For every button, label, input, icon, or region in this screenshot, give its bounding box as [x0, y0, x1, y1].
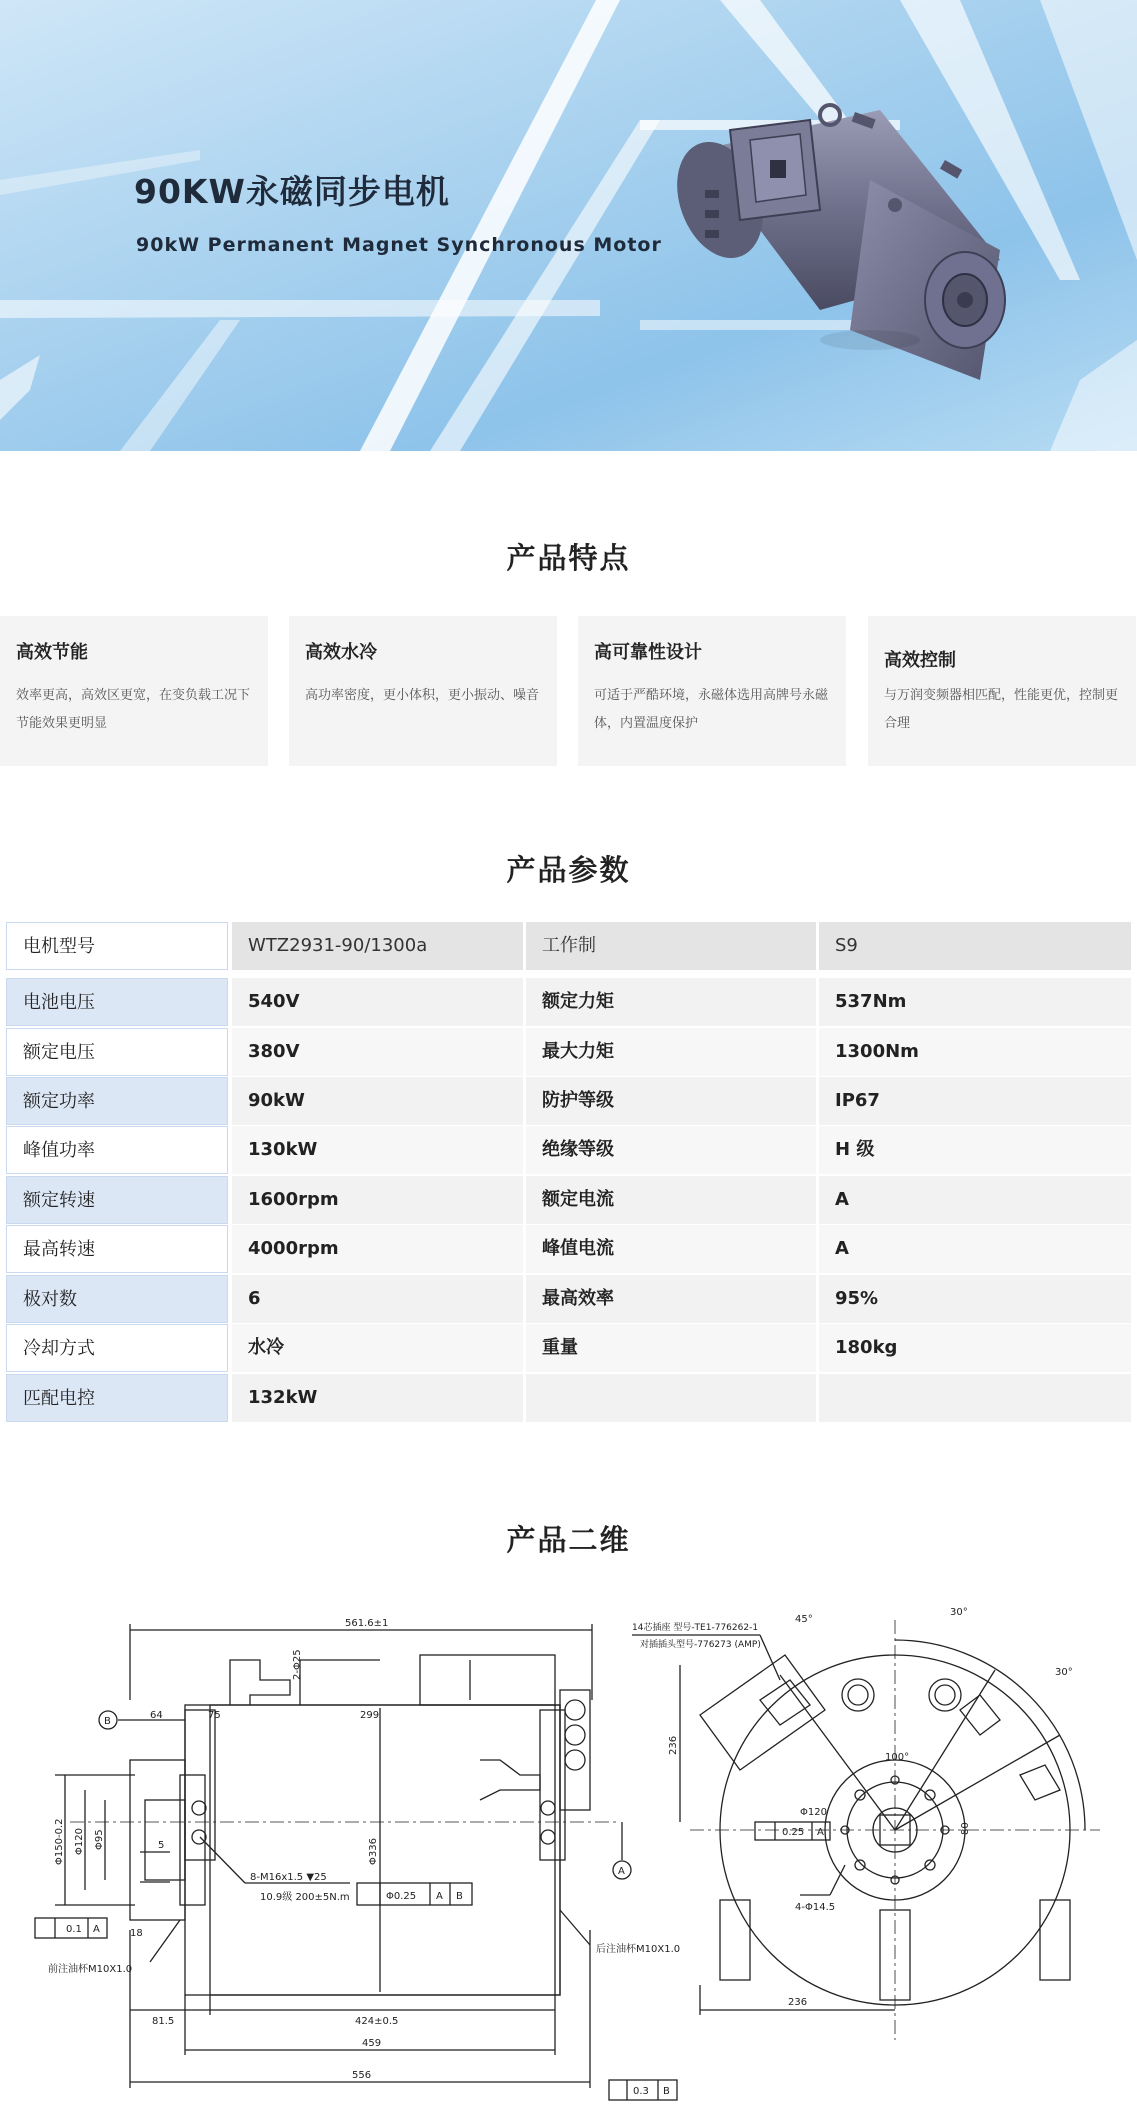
- table-row: [6, 978, 1131, 1026]
- feature-card-title: 高效节能: [16, 642, 88, 663]
- tol-ref-b: B: [456, 1891, 463, 1902]
- dim-64: 64: [150, 1710, 163, 1721]
- spec-value: A: [819, 1225, 1131, 1273]
- dim-2x25: 2-Φ25: [292, 1649, 303, 1680]
- angle-45: 45°: [795, 1614, 813, 1625]
- side-view: [35, 1624, 677, 2100]
- hero-banner: [0, 0, 1137, 451]
- spec-label: 绝缘等级: [526, 1126, 816, 1174]
- angle-30-top: 30°: [950, 1607, 968, 1618]
- spec-value: 132kW: [232, 1374, 523, 1422]
- features-title: 产品特点: [506, 541, 631, 575]
- dim-556: 556: [352, 2070, 372, 2081]
- plug-note: 对插插头型号-776273 (AMP): [640, 1640, 761, 1650]
- feature-card: [0, 616, 268, 766]
- spec-value: [819, 1374, 1131, 1422]
- spec-label: 冷却方式: [6, 1324, 228, 1372]
- spec-label: 额定功率: [6, 1077, 228, 1125]
- angle-100: 100°: [885, 1752, 910, 1763]
- spec-label: 最高效率: [526, 1275, 816, 1323]
- spec-label: 重量: [526, 1324, 816, 1372]
- spec-value: IP67: [819, 1077, 1131, 1125]
- feature-card-desc: 可适于严酷环境，永磁体选用高牌号永磁体，内置温度保护: [594, 688, 829, 731]
- spec-value: 90kW: [232, 1077, 523, 1125]
- table-row: [6, 1225, 1131, 1273]
- technical-drawing: [0, 1600, 1137, 2112]
- table-row: [6, 1275, 1131, 1323]
- feature-card: [868, 616, 1136, 766]
- dim-80: 80: [960, 1822, 971, 1835]
- bolt-spec: 8-M16x1.5 ▼25: [250, 1872, 327, 1883]
- spec-value: 95%: [819, 1275, 1131, 1323]
- spec-label: 工作制: [526, 922, 816, 970]
- spec-label: 极对数: [6, 1275, 228, 1323]
- dim-81-5: 81.5: [152, 2016, 175, 2027]
- table-row: [6, 1028, 1131, 1076]
- tol-ref-a-end: A: [817, 1827, 824, 1838]
- table-row: [6, 1126, 1131, 1174]
- spec-label: 电机型号: [6, 922, 228, 970]
- spec-label: 匹配电控: [6, 1374, 228, 1422]
- ref-a-label: A: [618, 1866, 625, 1877]
- tol-ref-b-bottom: B: [663, 2086, 670, 2097]
- front-oil-cup: 前注油杯M10X1.0: [48, 1964, 133, 1975]
- torque-spec: 10.9级 200±5N.m: [260, 1892, 350, 1903]
- spec-label: 额定转速: [6, 1176, 228, 1224]
- spec-value: 380V: [232, 1028, 523, 1076]
- feature-card: [578, 616, 846, 766]
- tol-ref-a-left: A: [93, 1924, 100, 1935]
- dim-phi120-end: Φ120: [800, 1807, 827, 1818]
- hero-title: 90KW永磁同步电机: [134, 172, 450, 211]
- table-row: [6, 922, 1131, 970]
- angle-30-right: 30°: [1055, 1667, 1073, 1678]
- dim-75: 75: [208, 1710, 221, 1721]
- feature-card: [289, 616, 557, 766]
- spec-value: A: [819, 1176, 1131, 1224]
- spec-label: 额定力矩: [526, 978, 816, 1026]
- spec-value: S9: [819, 922, 1131, 970]
- spec-value: 4000rpm: [232, 1225, 523, 1273]
- end-view: [632, 1620, 1100, 2040]
- spec-value: 537Nm: [819, 978, 1131, 1026]
- spec-value: H 级: [819, 1126, 1131, 1174]
- spec-label: 峰值电流: [526, 1225, 816, 1273]
- dim-phi150: Φ150-0.2: [54, 1818, 65, 1865]
- tol-ref-a: A: [436, 1891, 443, 1902]
- ref-b-label: B: [104, 1716, 111, 1727]
- dim-5: 5: [158, 1840, 165, 1851]
- spec-value: 180kg: [819, 1324, 1131, 1372]
- spec-value: 540V: [232, 978, 523, 1026]
- table-row: [6, 1374, 1131, 1422]
- feature-card-desc: 效率更高，高效区更宽，在变负载工况下节能效果更明显: [16, 688, 251, 731]
- rear-oil-cup: 后注油杯M10X1.0: [596, 1944, 681, 1955]
- dim-phi95: Φ95: [94, 1829, 105, 1850]
- feature-card-desc: 高功率密度，更小体积，更小振动、噪音: [305, 688, 540, 703]
- tol-0-3: 0.3: [633, 2086, 649, 2097]
- spec-label: 额定电压: [6, 1028, 228, 1076]
- spec-label: 防护等级: [526, 1077, 816, 1125]
- feature-card-desc: 与万润变频器相匹配，性能更优，控制更合理: [884, 688, 1119, 731]
- spec-label: 最大力矩: [526, 1028, 816, 1076]
- spec-label: 电池电压: [6, 978, 228, 1026]
- feature-card-title: 高效控制: [884, 650, 956, 671]
- motor-image: [670, 100, 1040, 400]
- table-row: [6, 1324, 1131, 1372]
- dim-236-vertical: 236: [668, 1735, 679, 1755]
- connector-note: 14芯插座 型号-TE1-776262-1: [632, 1623, 759, 1633]
- dim-phi336: Φ336: [368, 1838, 379, 1865]
- dim-18: 18: [130, 1928, 143, 1939]
- hero-subtitle: 90kW Permanent Magnet Synchronous Motor: [136, 234, 662, 256]
- dim-phi120: Φ120: [74, 1828, 85, 1855]
- drawing-title: 产品二维: [506, 1523, 631, 1557]
- feature-card-title: 高可靠性设计: [594, 642, 702, 663]
- spec-value: 6: [232, 1275, 523, 1323]
- table-row: [6, 1077, 1131, 1125]
- spec-value: WTZ2931-90/1300a: [232, 922, 523, 970]
- spec-label: 额定电流: [526, 1176, 816, 1224]
- spec-value: 1600rpm: [232, 1176, 523, 1224]
- tol-0-25: Φ0.25: [386, 1891, 417, 1902]
- table-row: [6, 1176, 1131, 1224]
- dim-236-horizontal: 236: [788, 1997, 808, 2008]
- dim-459: 459: [362, 2038, 382, 2049]
- spec-label: [526, 1374, 816, 1422]
- feature-cards: [0, 616, 1137, 766]
- params-title: 产品参数: [506, 853, 631, 887]
- dim-299: 299: [360, 1710, 380, 1721]
- dim-424: 424±0.5: [355, 2016, 399, 2027]
- feature-card-title: 高效水冷: [305, 642, 377, 663]
- tol-0-1: 0.1: [66, 1924, 82, 1935]
- spec-label: 峰值功率: [6, 1126, 228, 1174]
- tol-0-25-end: 0.25: [782, 1827, 805, 1838]
- holes-4x14-5: 4-Φ14.5: [795, 1902, 836, 1913]
- spec-value: 1300Nm: [819, 1028, 1131, 1076]
- dim-total-top: 561.6±1: [345, 1618, 389, 1629]
- spec-value: 130kW: [232, 1126, 523, 1174]
- spec-label: 最高转速: [6, 1225, 228, 1273]
- spec-value: 水冷: [232, 1324, 523, 1372]
